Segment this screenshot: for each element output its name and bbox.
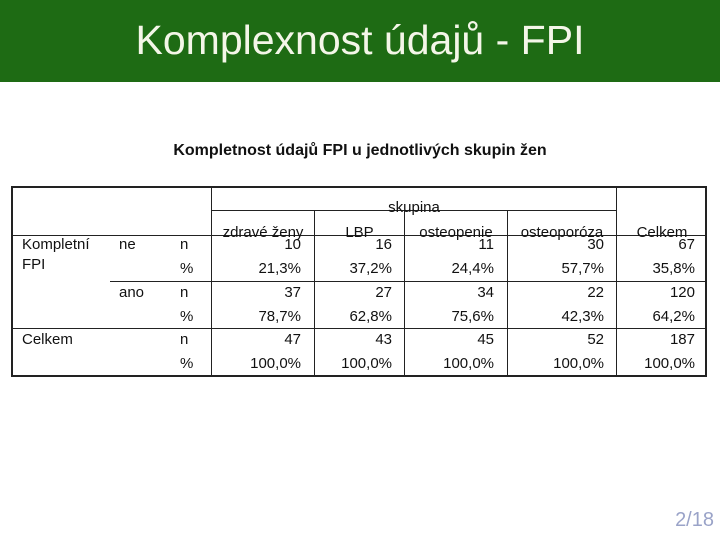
table-cell: 27 — [375, 284, 392, 301]
divider — [110, 281, 707, 282]
group-header: skupina — [388, 199, 440, 216]
table-cell: 11 — [478, 236, 494, 253]
table-cell: 37 — [284, 284, 301, 301]
page-number: 2/18 — [675, 509, 714, 531]
row-stat-label: n — [180, 331, 189, 348]
table-cell: 100,0% — [341, 355, 392, 372]
row-stat-label: n — [180, 236, 189, 253]
divider — [13, 328, 707, 329]
row-group-label: Celkem — [22, 331, 73, 348]
table-cell: 10 — [284, 236, 301, 253]
table-cell: 24,4% — [451, 260, 494, 277]
table-cell: 34 — [477, 284, 494, 301]
table-cell: 22 — [587, 284, 604, 301]
row-sub-label: ne — [119, 236, 136, 253]
table-cell: 64,2% — [652, 308, 695, 325]
table-cell: 100,0% — [250, 355, 301, 372]
table-cell: 47 — [284, 331, 301, 348]
table-cell: 57,7% — [561, 260, 604, 277]
table-cell: 120 — [669, 284, 695, 301]
row-stat-label: % — [180, 355, 194, 372]
table-cell: 100,0% — [443, 355, 494, 372]
table-cell: 187 — [669, 331, 695, 348]
table-cell: 42,3% — [561, 308, 604, 325]
table-cell: 37,2% — [349, 260, 392, 277]
row-stat-label: % — [180, 260, 194, 277]
table-cell: 35,8% — [652, 260, 695, 277]
row-sub-label: ano — [119, 284, 145, 301]
row-stat-label: % — [180, 308, 194, 325]
table-cell: 78,7% — [258, 308, 301, 325]
row-stat-label: n — [180, 284, 189, 301]
table-cell: 67 — [678, 236, 695, 253]
table-caption: Kompletnost údajů FPI u jednotlivých skupin žen — [173, 142, 547, 159]
slide-title: Komplexnost údajů - FPI — [135, 17, 585, 63]
table-cell: 100,0% — [553, 355, 604, 372]
row-group-label: Kompletní FPI — [22, 236, 90, 273]
table-cell: 75,6% — [451, 308, 494, 325]
column-header: LBP — [345, 224, 374, 241]
column-header: Celkem — [636, 224, 688, 241]
table-cell: 43 — [375, 331, 392, 348]
table-cell: 45 — [477, 331, 494, 348]
table-cell: 16 — [375, 236, 392, 253]
table-cell: 100,0% — [644, 355, 695, 372]
column-header: osteoporóza — [520, 224, 604, 241]
table-cell: 30 — [587, 236, 604, 253]
table-cell: 21,3% — [258, 260, 301, 277]
column-header: zdravé ženy — [222, 224, 304, 241]
table-cell: 52 — [587, 331, 604, 348]
column-header: osteopenie — [419, 224, 493, 241]
table-cell: 62,8% — [349, 308, 392, 325]
